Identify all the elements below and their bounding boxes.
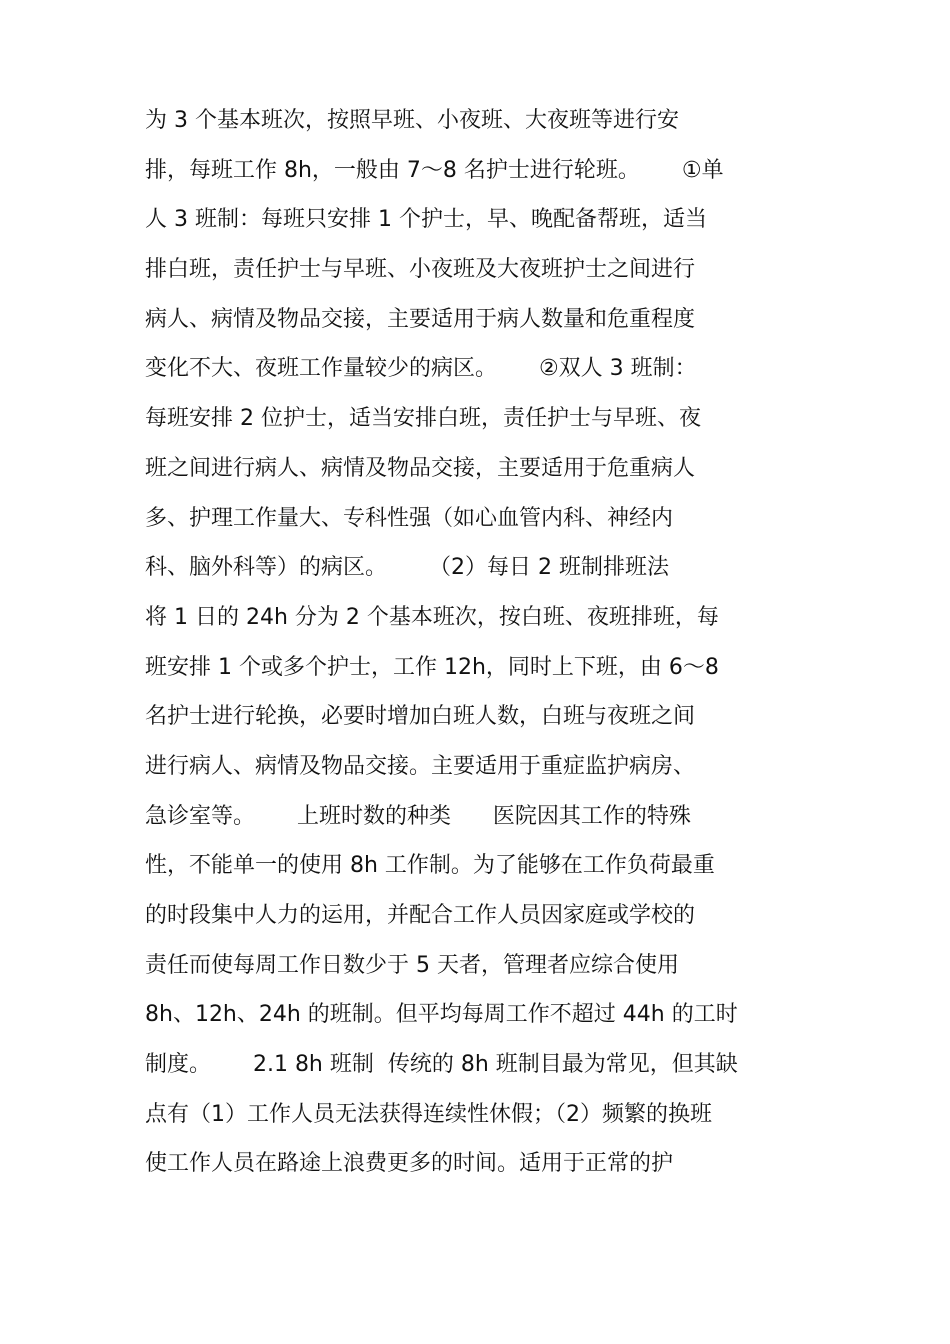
text-line: 性，不能单一的使用 8h 工作制。为了能够在工作负荷最重 [145, 853, 715, 879]
text-line: 急诊室等。 上班时数的种类 医院因其工作的特殊 [145, 803, 691, 829]
text-line: 变化不大、夜班工作量较少的病区。 ②双人 3 班制： [145, 356, 697, 382]
text-line: 点有（1）工作人员无法获得连续性休假；（2）频繁的换班 [145, 1101, 712, 1127]
text-line: 使工作人员在路途上浪费更多的时间。适用于正常的护 [145, 1151, 674, 1177]
text-line: 排，每班工作 8h，一般由 7～8 名护士进行轮班。 ①单 [145, 157, 724, 183]
text-line: 多、护理工作量大、专科性强（如心血管内科、神经内 [145, 505, 674, 531]
text-line: 名护士进行轮换，必要时增加白班人数，白班与夜班之间 [145, 704, 696, 730]
text-line: 的时段集中人力的运用，并配合工作人员因家庭或学校的 [145, 903, 696, 928]
text-line: 8h、12h、24h 的班制。但平均每周工作不超过 44h 的工时 [145, 1002, 738, 1028]
text-line: 每班安排 2 位护士，适当安排白班，责任护士与早班、夜 [145, 406, 701, 432]
body-text [145, 96, 825, 1189]
text-line: 人 3 班制：每班只安排 1 个护士，早、晚配备帮班，适当 [145, 207, 707, 233]
text-line: 班安排 1 个或多个护士，工作 12h，同时上下班，由 6～8 [145, 654, 719, 680]
text-line: 进行病人、病情及物品交接。主要适用于重症监护病房、 [145, 753, 696, 779]
text-line: 病人、病情及物品交接，主要适用于病人数量和危重程度 [145, 306, 696, 332]
text-line: 排白班，责任护士与早班、小夜班及大夜班护士之间进行 [145, 257, 696, 283]
text-line: 为 3 个基本班次，按照早班、小夜班、大夜班等进行安 [145, 108, 679, 133]
text-line: 责任而使每周工作日数少于 5 天者，管理者应综合使用 [145, 952, 679, 978]
text-line: 科、脑外科等）的病区。 （2）每日 2 班制排班法 [145, 555, 669, 581]
text-line: 制度。 2.1 8h 班制 传统的 8h 班制目最为常见，但其缺 [145, 1052, 738, 1078]
text-line: 班之间进行病人、病情及物品交接，主要适用于危重病人 [145, 455, 696, 481]
text-line: 将 1 日的 24h 分为 2 个基本班次，按白班、夜班排班，每 [145, 604, 719, 630]
